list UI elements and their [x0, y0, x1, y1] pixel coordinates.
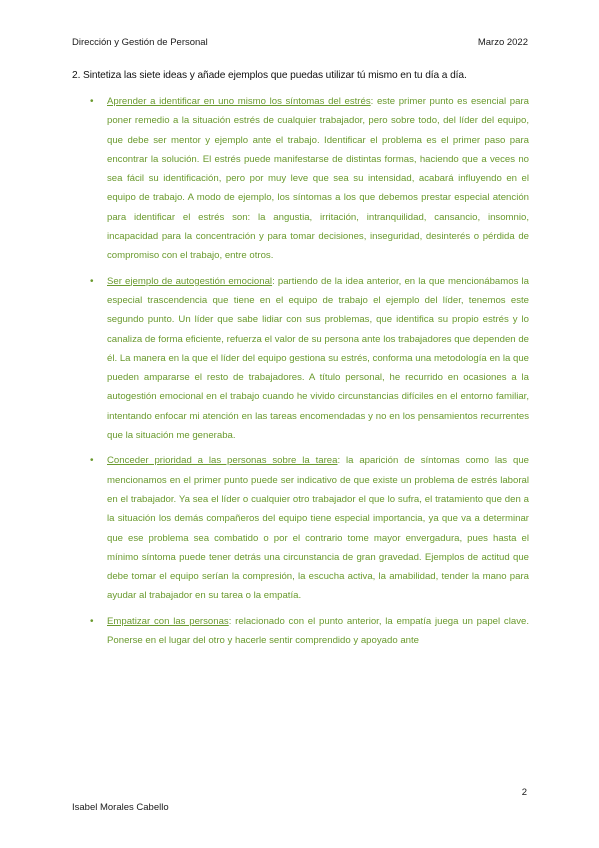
list-item [107, 272, 529, 446]
header-course-title: Dirección y Gestión de Personal [72, 37, 208, 48]
item-text: : la aparición de síntomas como las que mencionamos en el primer punto puede ser indicativo de que existe un problema de estrés laboral en el trabajador. Ya sea el líder o cualquier otro trabajador el que lo sufra, el tratamiento que den a la situación los demás compañeros del equipo tiene especial importancia, ya que va a determinar que ese problema sea combatido o por el contrario tome mayor envergadura, pues hasta el mínimo síntoma puede tener detrás una circunstancia de gran gravedad. Ejemplos de actitud que debe tomar el equipo serían la compresión, la escucha activa, la amabilidad, tender la mano para ayudar al trabajador en su tarea o la empatía. [107, 455, 529, 602]
item-text: : relacionado con el punto anterior, la empatía juega un papel clave. Ponerse en el lugar del otro y hacerle sentir comprendido y apoyado ante [107, 615, 529, 647]
page-header [72, 37, 528, 48]
list-item [107, 612, 529, 651]
item-title: Aprender a identificar en uno mismo los síntomas del estrés [107, 96, 371, 107]
list-item [107, 451, 529, 605]
list-item [107, 92, 529, 266]
item-title: Empatizar con las personas [107, 615, 229, 627]
item-title: Conceder prioridad a las personas sobre la tarea [107, 455, 338, 467]
question-heading: 2. Sintetiza las siete ideas y añade ejemplos que puedas utilizar tú mismo en tu día a día. [72, 70, 467, 81]
footer-author: Isabel Morales Cabello [72, 802, 169, 813]
ideas-list [107, 92, 529, 656]
item-text: : partiendo de la idea anterior, en la que mencionábamos la especial trascendencia que tiene en el equipo de trabajo el ejemplo del líder, tenemos este segundo punto. Un líder que sabe lidiar con sus problemas, que identifica su propio estrés y lo canaliza de forma eficiente, refuerza el valor de su persona ante los trabajadores que dependen de él. La manera en la que el líder del equipo gestiona su estrés, conforma una metodología en la que pueden ampararse el resto de trabajadores. A título personal, he recurrido en ocasiones a la autogestión emocional en el trabajo cuando he vivido circunstancias difíciles en el entorno familiar, intentando enfocar mi atención en las tareas encomendadas y no en los pensamientos recurrentes que la situación me generaba. [107, 275, 529, 442]
header-date: Marzo 2022 [477, 37, 528, 48]
item-text: : este primer punto es esencial para poner remedio a la situación estrés de cualquier trabajador, pero sobre todo, del líder del equipo, que debe ser mentor y ejemplo ante el trabajo. Identificar el problema es el primer paso para encontrar la solución. El estrés puede manifestarse de distintas formas, haciendo que a veces no sea fácil su identificación, pero por muy leve que sea su intensidad, acabará influyendo en el equipo de trabajo. A modo de ejemplo, los síntomas a los que debemos prestar especial atención para identificar el estrés son: la angustia, irritación, intranquilidad, cansancio, insomnio, incapacidad para la concentración y para tomar decisiones, inseguridad, desinterés o pérdida de compromiso con el trabajo, entre otros. [107, 96, 529, 262]
page-number: 2 [521, 787, 527, 798]
item-title: Ser ejemplo de autogestión emocional [107, 275, 273, 287]
